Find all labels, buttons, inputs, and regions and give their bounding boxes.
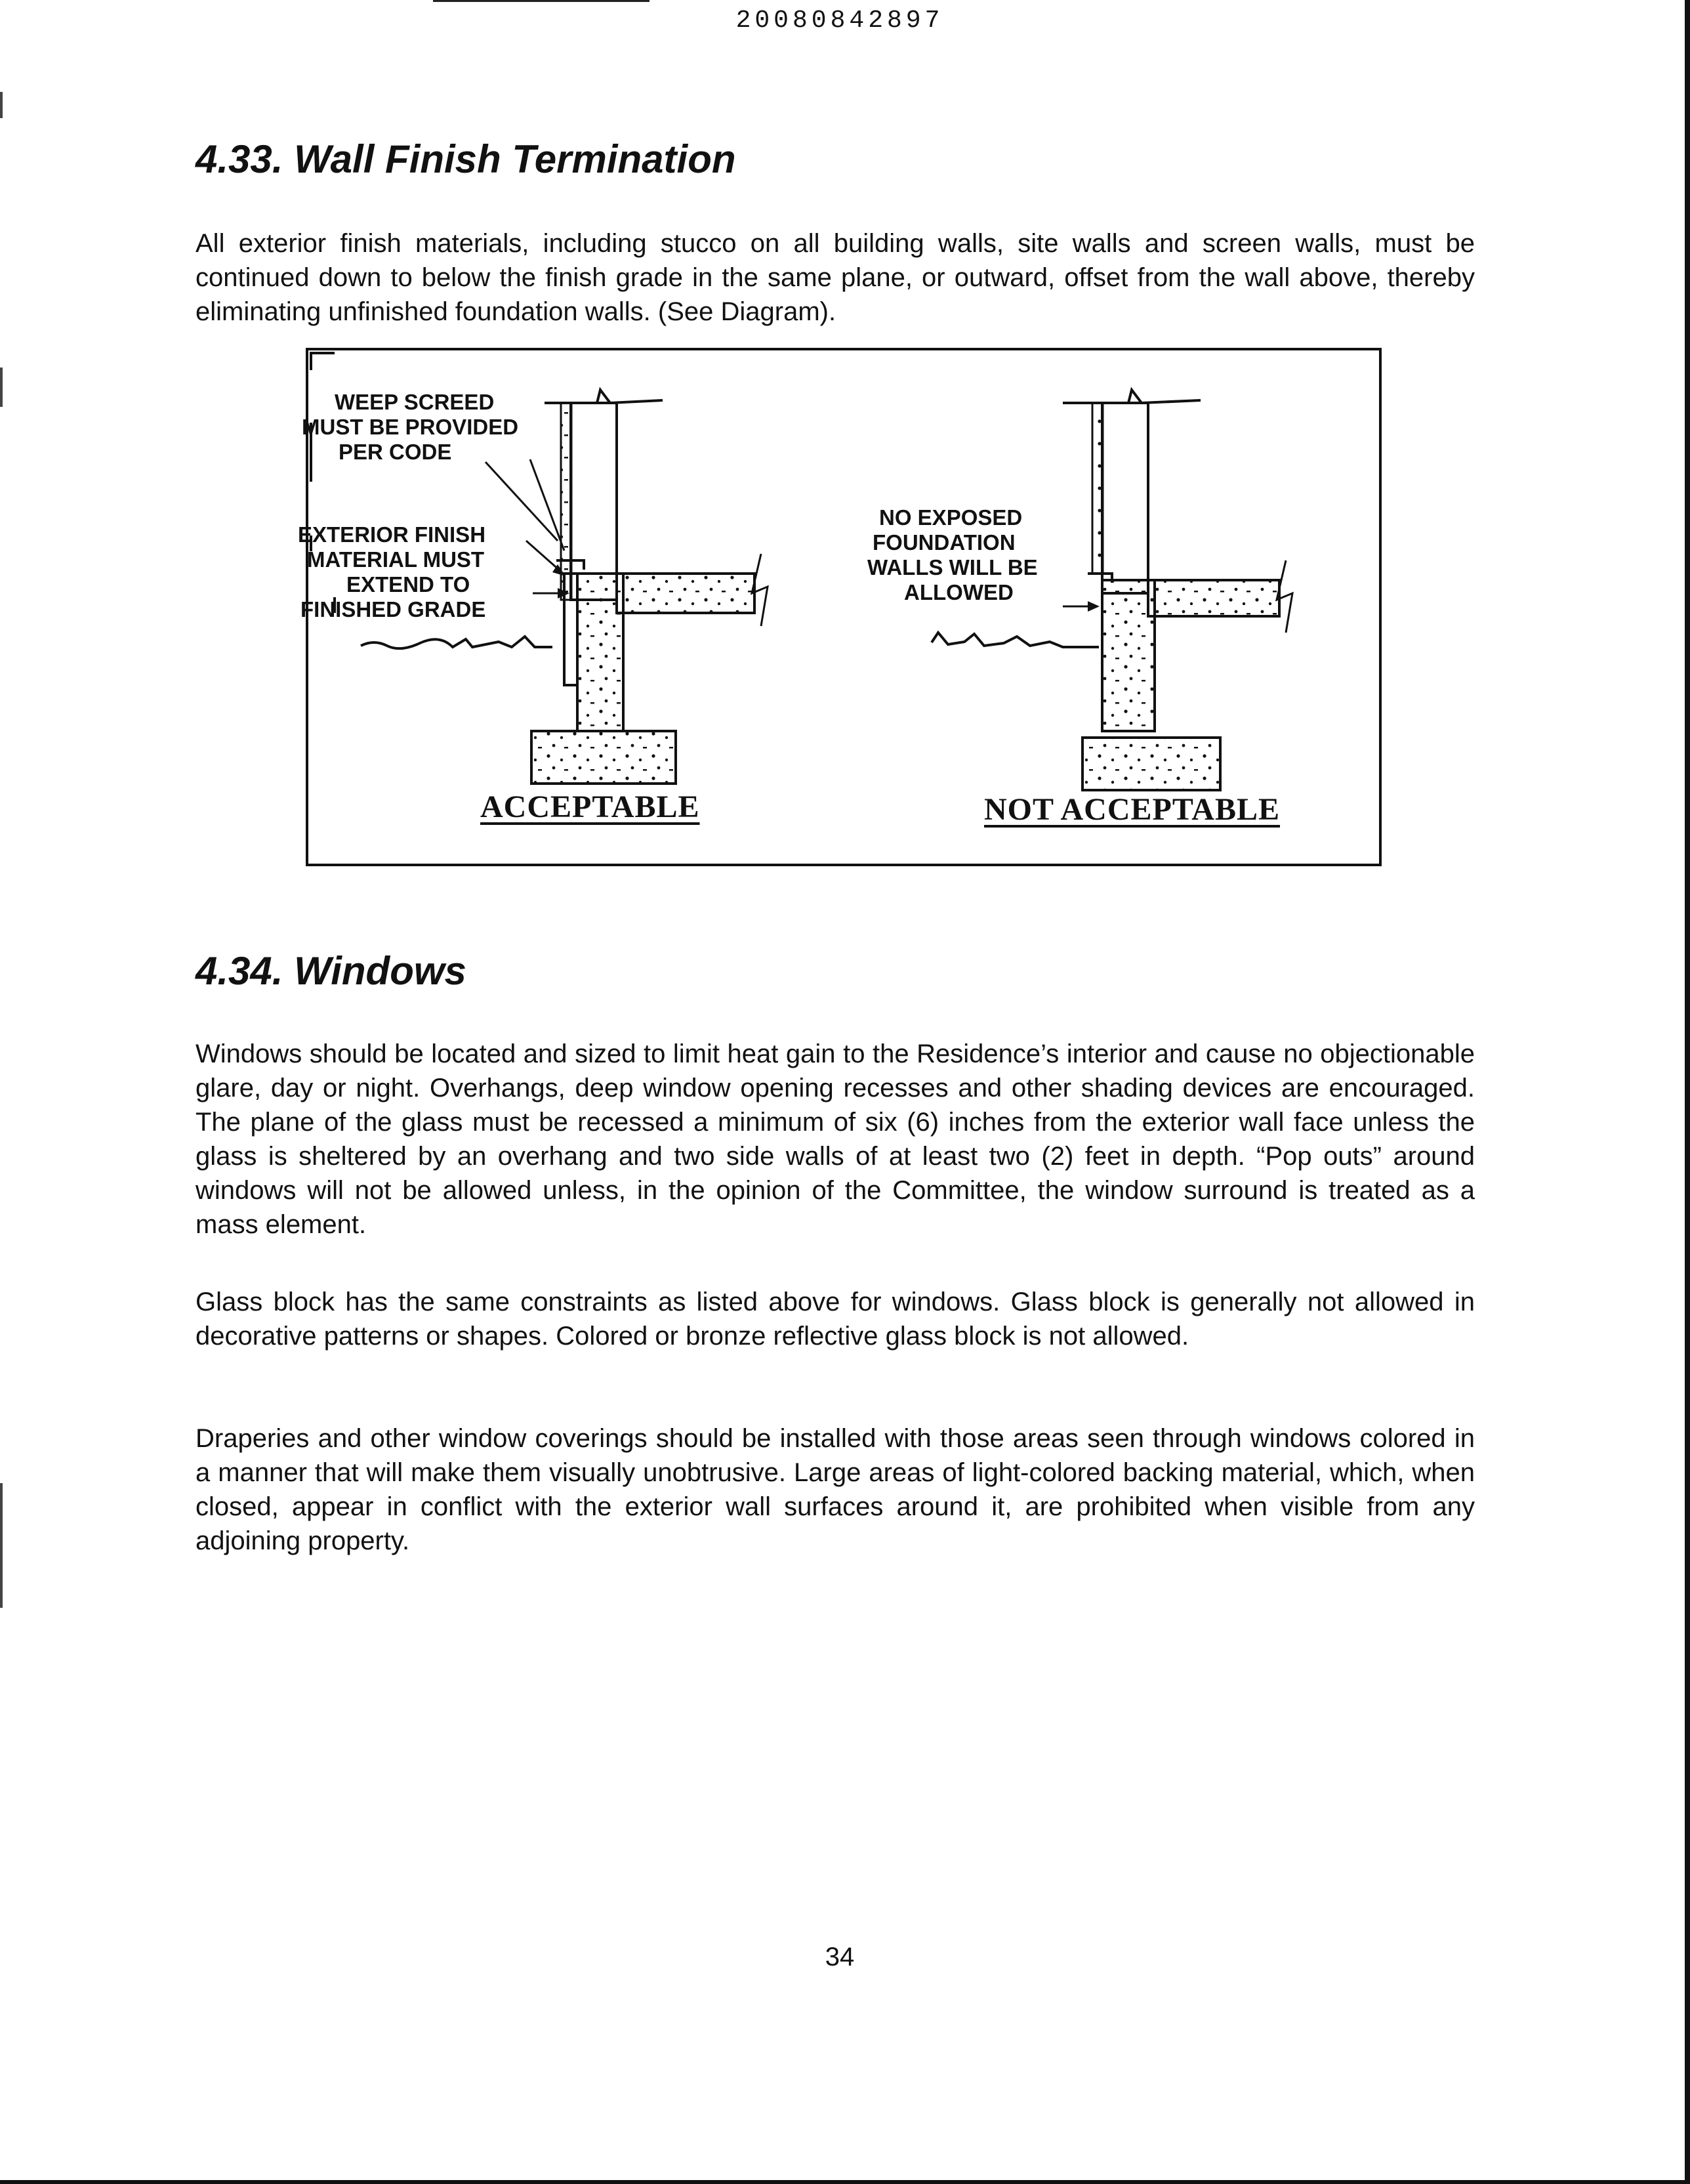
break-line [545, 390, 663, 403]
ext-label-line2: MATERIAL MUST [307, 547, 485, 572]
upper-wall [1102, 403, 1148, 593]
section-433-paragraph: All exterior finish materials, including stucco on all building walls, site walls and screen walls, must be continued down to below the finish grade in the same plane, or outward, offset from the wall above, thereby eliminating unfinished foundation walls. (See Diagram). [196, 229, 1475, 326]
weep-label-line1: WEEP SCREED [335, 390, 495, 414]
scan-edge-right [1685, 0, 1690, 2184]
ext-leader [530, 459, 564, 551]
floor-slab [1148, 580, 1279, 616]
weep-label-line3: PER CODE [339, 440, 452, 464]
page-number: 34 [825, 1942, 855, 1971]
finished-grade [361, 637, 552, 648]
arrow-head [1088, 601, 1100, 612]
section-434-body [196, 1421, 1475, 1558]
section-434-heading: 4.34. Windows [196, 949, 466, 993]
document-id: 20080842897 [735, 7, 944, 35]
windows-paragraph-3: Draperies and other window coverings should be installed with those areas seen through windows colored in a manner that will make them visually unobtrusive. Large areas of light-colored backing material, which, when closed, appear in conflict with the exterior wall surfaces around it, are prohibited when visible from any adjoining property. [196, 1424, 1475, 1555]
top-rule [433, 0, 649, 2]
no-exposed-line3: WALLS WILL BE [867, 555, 1038, 579]
footing [1082, 738, 1220, 790]
weep-label-line2: MUST BE PROVIDED [302, 415, 519, 439]
upper-wall [571, 403, 617, 600]
scan-mark [0, 92, 3, 118]
no-exposed-line1: NO EXPOSED [879, 505, 1023, 530]
frame-bracket [311, 353, 335, 370]
caption-acceptable: ACCEPTABLE [480, 789, 700, 824]
ext-label-line3: EXTEND TO [346, 572, 470, 597]
ext-label-line1: EXTERIOR FINISH [298, 522, 486, 547]
finished-grade [932, 633, 1099, 647]
stucco-layer [561, 403, 571, 600]
section-434-body [196, 1037, 1475, 1242]
exposed-stem-wall [1102, 580, 1155, 731]
scan-mark [0, 1483, 3, 1608]
ext-label-line4: FINISHED GRADE [300, 597, 486, 621]
stucco-layer [1092, 403, 1103, 574]
wall-finish-diagram [298, 348, 1382, 866]
section-433-body [196, 226, 1475, 329]
caption-not-acceptable: NOT ACCEPTABLE [984, 792, 1280, 827]
section-434-body [196, 1285, 1475, 1353]
scan-mark [0, 368, 3, 407]
footing [531, 731, 676, 784]
scan-edge-bottom [0, 2180, 1690, 2184]
finish-leader [526, 541, 560, 571]
section-433-heading: 4.33. Wall Finish Termination [196, 137, 736, 181]
windows-paragraph-2: Glass block has the same constraints as listed above for windows. Glass block is generally not allowed in decorative patterns or shapes. Colored or bronze reflective glass block is not allowed. [196, 1288, 1475, 1351]
no-exposed-line4: ALLOWED [904, 580, 1014, 604]
no-exposed-line2: FOUNDATION [873, 530, 1016, 555]
windows-paragraph-1: Windows should be located and sized to limit heat gain to the Residence’s interior and cause no objectionable glare, day or night. Overhangs, deep window opening recesses and other shading devices are encouraged. The plane of the glass must be recessed a minimum of six (6) inches from the exterior wall face unless the glass is sheltered by an overhang and two side walls of at least two (2) feet in depth. “Pop outs” around windows will not be allowed unless, in the opinion of the Committee, the window surround is treated as a mass element. [196, 1040, 1475, 1239]
stem-wall [577, 574, 623, 731]
break-line [1063, 390, 1201, 403]
floor-slab [617, 574, 754, 613]
